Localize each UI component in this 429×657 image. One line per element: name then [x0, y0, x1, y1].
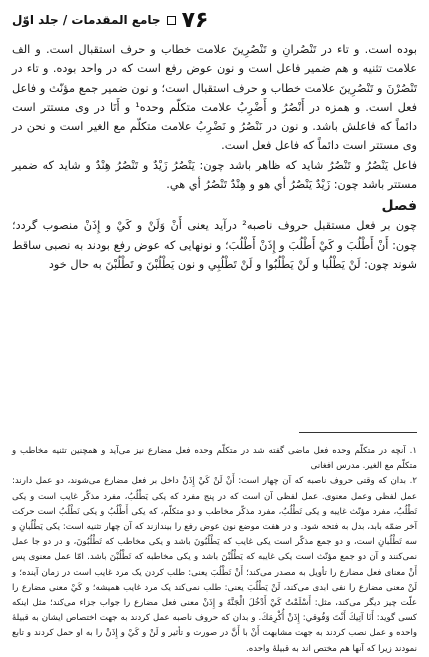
footnote: ۱. آنچه در متکلّم وحده فعل ماضی گفته شد در متکلّم وحده فعل مضارع نیز می‌آید و همچنین تثنیه مخاطب و متکلّم مع الغیر. مدرس افغانی [12, 446, 417, 472]
page-header [12, 8, 417, 32]
main-text [12, 40, 417, 274]
footnote-divider [299, 432, 417, 433]
square-bullet-icon [167, 16, 176, 25]
paragraph: فاعل يَنْصُرُ و تَنْصُرُ شاید که ظاهر باشد چون: يَنْصُرُ زَيْدٌ و تَنْصُرُ هِنْدٌ و شاید که ضمیر مستتر باشد چون: زَيْدٌ يَنْصُرُ أي هو و هِنْدٌ تَنْصُرُ أي هي. [12, 158, 417, 192]
page-number: ۷۶ [181, 7, 209, 33]
footnotes [12, 444, 417, 657]
paragraph: چون بر فعل مستقبل حروف ناصبه² درآید یعنی أَنْ وَلَنْ و كَيْ و إِذَنْ منصوب گردد؛ چون: أَنْ أَطْلُبَ و كَيْ أَطْلُبَ و إِذَنْ أَطْلُبَ؛ و نونهایی که عوض رفع بودند به نصبی ساقط شوند چون: لَنْ يَطْلُبا و لَنْ يَطْلُبُوا و لَنْ تَطْلُبِي و نون يَطْلُبْنَ و تَطْلُبْنَ به حال خود [12, 219, 417, 271]
paragraph: بوده است. و تاء در تَنْصُرانِ و تَنْصُرِينَ علامت خطاب و حرف استقبال است. و الف علامت تثنیه و هم ضمیر فاعل است و نون عوض رفع است که در واحد بوده. و تاء در تَنْصُرْنَ و تَنْصُرِينَ علامت خطاب و حرف استقبال است؛ و نون ضمیر جمع مؤنّث و فاعل فعل است. و همزه در أَنْصُرُ و أَضْرِبُ علامت متکلّم وحده¹ و أَنَا در وی مستتر است دائماً که فاعلش باشد. و نون در نَنْصُرُ و نَضْرِبُ علامت متکلّم مع الغیر است و نحن در وی مستتر است دائماً که فاعل فعل است. [12, 43, 418, 153]
section-heading: فصل [381, 198, 417, 215]
footnote: ۲. بدان که وقتی حروف ناصبه که آن چهار است: أَنْ لَنْ كَيْ إِذَنْ داخل بر فعل مضارع می‌شوند، دو عمل دارند: عمل لفظی وعمل معنوی. عمل لفظی آن است که در پنج مفرد که یکی يَطْلُبُ، مفرد مذکّر غایب است و یکی تَطْلُبُ، مفرد مؤنّث غایبه و یکی تَطْلُبُ، مفرد مذکّر مخاطب و دو متکلّم، که یکی أَطْلُبُ و یکی نَطْلُبُ است حرکت آخر ضمّه بابد، بدل به فتحه شود. و در هفت موضع نون عوض رفع را بیندازند که آن چهار تثنیه است: یکی يَطْلُبانِ و سه تَطْلُبانِ است، و دو جمع مذکّر است یکی غایب که يَطْلُبُونَ باشد و یکی مخاطب که تَطْلُبُونَ، و در دو جا عمل نمی‌کنند و آن دو جمع مؤنّث است یکی غایبه که يَطْلُبْنَ باشد و یکی مخاطبه که تَطْلُبْنَ باشد. امّا عمل معنوی پس أَنْ معنای فعل مضارع را تأویل به مصدر می‌کند؛ أَنْ تَطْلُبَ یعنی: طلب کردن یک مرد غایب است در زمان آینده؛ و لَنْ معنی مضارع را نفی ابدی می‌کند، لَنْ يَطْلُبَ یعنی: طلب نمی‌کند یک مرد غایب همیشه؛ و كَيْ معنی مضارع را علّت چیز دیگر می‌کند، مثل: أَسْلَمْتُ كَيْ أَدْخُلَ الْجَنَّةَ و إِذَنْ معنی فعل مضارع را جواب جزاء می‌کند؛ مثل اینکه کسی گوید: أَنَا آتِيكَ أَنْتَ وَفُوقي: إِذَنْ أُكْرِمَكَ. و بدان که حروف ناصبه عمل کردند به جهت اختصاص ایشان به قبیلهٔ واحده و عمل نصب کردند به جهت مشابهت أَنْ با أَنَّ در صورت و تأثیر و لَنْ و كَيْ و إِذَنْ را به او حمل کردند و تابع نمودند زیرا که آنها هم مختص اند به قبیلهٔ واحده. [12, 476, 417, 654]
running-title: جامع المقدمات / جلد اوّل [12, 13, 161, 27]
